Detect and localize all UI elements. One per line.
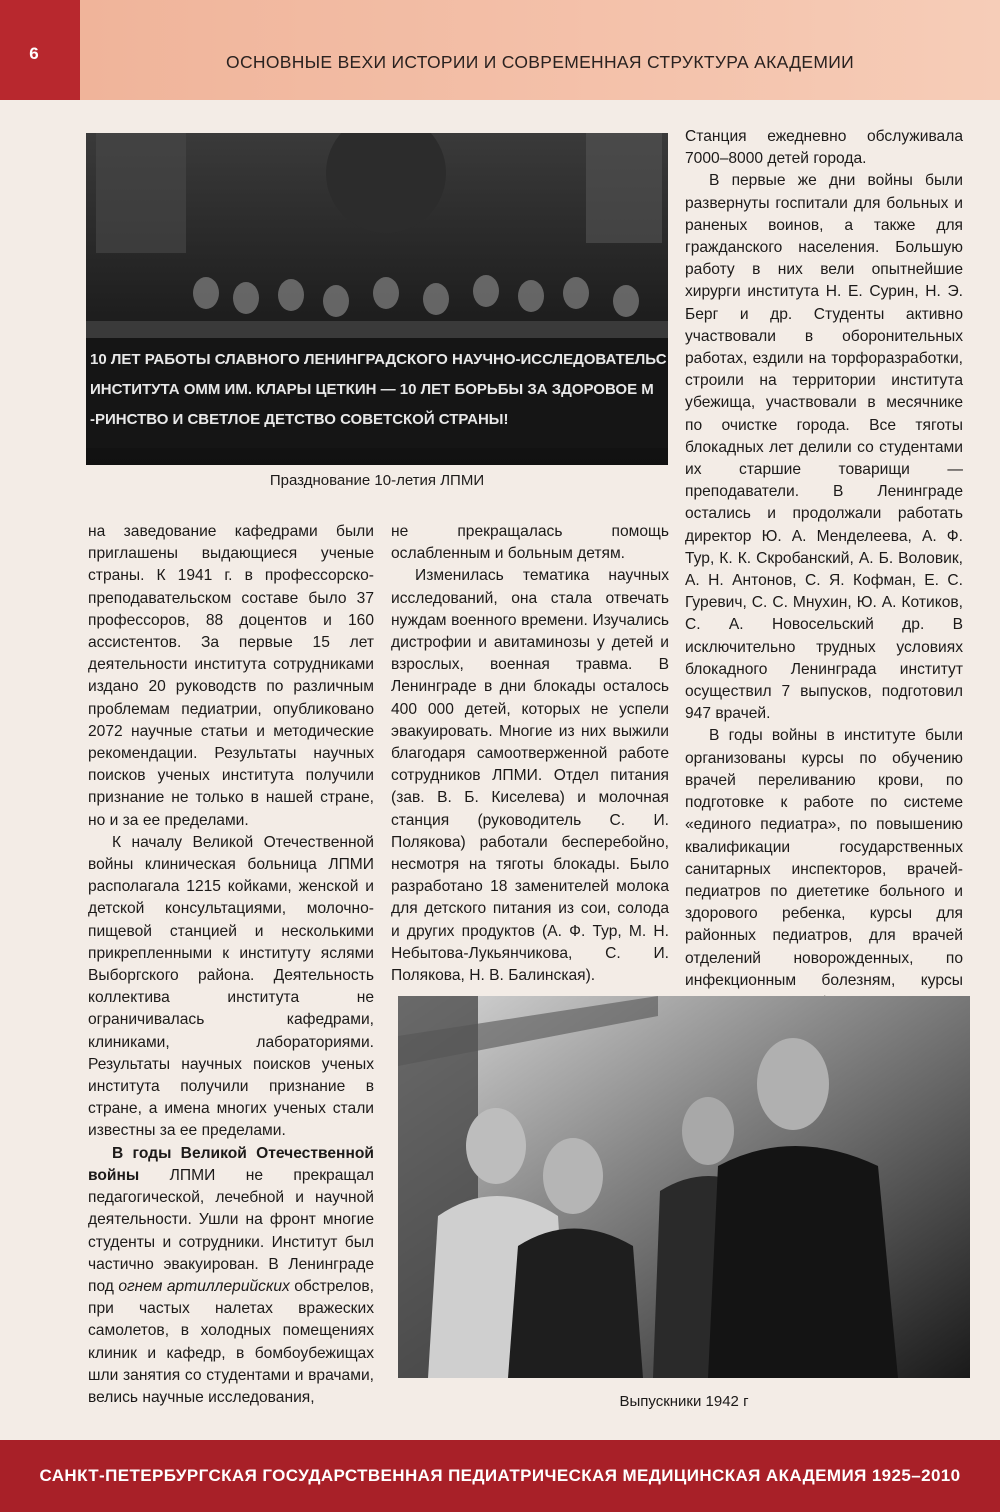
- footer-title: САНКТ-ПЕТЕРБУРГСКАЯ ГОСУДАРСТВЕННАЯ ПЕДИАТРИЧЕСКАЯ МЕДИЦИНСКАЯ АКАДЕМИЯ 1925–2010: [39, 1466, 961, 1485]
- photo-graduates: [398, 996, 970, 1378]
- text-column-2: [391, 521, 669, 987]
- photo-celebration-caption: Празднование 10-летия ЛПМИ: [269, 472, 485, 489]
- col3-paragraph-2: В первые же дни войны были развернуты госпитали для больных и раненых воинов, а также для гражданского населения. Большую работу в них вели опытнейшие хирурги института Н. Е. Сурин, Н. Э. Берг и др. Студенты активно участвовали в оборонительных работах, ездили на торфоразработки, строили на территории института убежища, участвовали в месячнике по очистке города. Все тяготы блокадных лет делили со студентами их старшие товарищи — преподаватели. В Ленинграде остались и продолжали работать директор Ю. А. Менделеева, А. Ф. Тур, К. К. Скробанский, А. Б. Воловик, А. Н. Антонов, С. Я. Кофман, Е. С. Гуревич, С. С. Мнухин, Ю. А. Котиков, С. А. Новосельский др. В исключительно трудных условиях блокадного Ленинграда институт осуществил 7 выпусков, подготовил 947 врачей.: [685, 172, 963, 723]
- col1-paragraph-3-part-b: обстрелов, при частых налетах вражеских самолетов, в холодных помещениях клиник и кафедр, в бомбоубежищах шли занятия со студентами и врачами, велись научные исследования,: [88, 1277, 374, 1406]
- page-number: 6: [29, 44, 39, 63]
- photo-graduates-caption: Выпускники 1942 г: [619, 1393, 749, 1410]
- col1-bold-lead: В годы Великой Отечественной войны: [88, 1144, 374, 1184]
- col1-paragraph-1: на заведование кафедрами были приглашены выдающиеся ученые страны. К 1941 г. в профессорско-преподавательском составе было 37 профессоров, 88 доцентов и 160 ассистентов. За первые 15 лет деятельности института сотрудниками издано 20 руководств по различным проблемам педиатрии, опубликовано 2072 научные статьи и методические рекомендации. Результаты научных поисков ученых института получили признание не только в нашей стране, но и за ее пределами.: [88, 523, 374, 829]
- text-column-1: [88, 521, 374, 1409]
- col3-paragraph-3: В годы войны в институте были организованы курсы по обучению врачей переливанию крови, по подготовке к работе по системе «единого педиатра», по повышению квалификации государственных санитарных инспекторов, врачей-педиатров по диететике больного и здорового ребенка, курсы для районных педиатров, для врачей отделений новорожденных, по инфекционным болезням, курсы: [685, 727, 963, 989]
- col1-paragraph-3: [88, 1143, 374, 1409]
- col2-paragraph-2: Изменилась тематика научных исследований, она стала отвечать нуждам военного времени. Изучались дистрофии и авитаминозы у детей и взрослых, военная травма. В Ленинграде в дни блокады осталось 400 000 детей, которых не успели эвакуировать. Многие из них выжили благодаря самоотверженной работе сотрудников ЛПМИ. Отдел питания (зав. В. Б. Киселева) и молочная станция (руководитель С. И. Полякова) работали бесперебойно, несмотря на тяготы блокады. Было разработано 18 заменителей молока для детского питания из сои, солода и других продуктов (А. Ф. Тур, М. Н. Небытова-Лукьянчикова, С. И. Полякова, Н. В. Балинская).: [391, 567, 669, 985]
- col1-italic-phrase: огнем артиллерийских: [118, 1277, 290, 1295]
- col2-paragraph-1: не прекращалась помощь ослабленным и больным детям.: [391, 523, 669, 563]
- header-band: [80, 0, 1000, 100]
- col1-paragraph-3-part-a: ЛПМИ не прекращал педагогической, лечебной и научной деятельности. Ушли на фронт многие студенты и сотрудники. Институт был частично эвакуирован. В Ленинграде под: [88, 1166, 374, 1295]
- photo-celebration: [86, 133, 668, 465]
- photo-graduates-image: [398, 996, 970, 1378]
- text-column-3: [685, 126, 963, 1036]
- banner-line-3: -РИНСТВО И СВЕТЛОЕ ДЕТСТВО СОВЕТСКОЙ СТРАНЫ!: [90, 411, 509, 428]
- running-header: ОСНОВНЫЕ ВЕХИ ИСТОРИИ И СОВРЕМЕННАЯ СТРУКТУРА АКАДЕМИИ: [226, 52, 854, 72]
- col1-paragraph-2: К началу Великой Отечественной войны клиническая больница ЛПМИ располагала 1215 койками, женской и детской консультациями, молочно-пищевой станцией и несколькими прикрепленными к институту яслями Выборгского района. Деятельность коллектива института не ограничивалась кафедрами, клиниками, лабораториями. Результаты научных поисков ученых института получили признание в стране, а имена многих ученых стали известны за ее пределами.: [88, 833, 374, 1140]
- col3-paragraph-1: Станция ежедневно обслуживала 7000–8000 детей города.: [685, 128, 963, 168]
- banner-line-2: ИНСТИТУТА ОММ ИМ. КЛАРЫ ЦЕТКИН — 10 ЛЕТ БОРЬБЫ ЗА ЗДОРОВОЕ М: [90, 381, 654, 398]
- banner-line-1: 10 ЛЕТ РАБОТЫ СЛАВНОГО ЛЕНИНГРАДСКОГО НАУЧНО-ИССЛЕДОВАТЕЛЬС: [90, 351, 667, 368]
